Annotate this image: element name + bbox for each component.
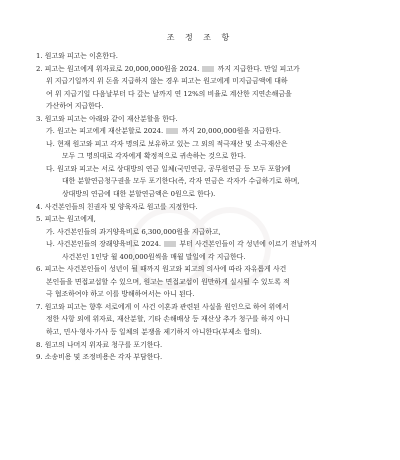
clause-text: 까지 지급한다. 만일 피고가 <box>217 64 300 73</box>
clause-text: 소송비용 및 조정비용은 각자 부담한다. <box>44 353 163 362</box>
redaction-mark <box>202 66 214 72</box>
clause-6 <box>36 263 372 301</box>
clause-text: 부터 사건본인들이 각 성년에 이르기 전날까지 <box>179 240 317 249</box>
clause-text: 피고는 원고에게, <box>44 215 96 224</box>
clause-5 <box>36 213 372 226</box>
clause-number: 1. <box>36 52 43 60</box>
clause-text: 가산하여 지급한다. <box>46 102 104 111</box>
clause-text: 원고와 피고는 아래와 같이 재산분할을 한다. <box>44 114 178 123</box>
clause-3-ga <box>36 125 372 138</box>
clause-text: 사건본인 1인당 월 400,000원씩을 매월 말일에 각 지급한다. <box>62 252 246 261</box>
clause-3 <box>36 113 372 126</box>
clause-4 <box>36 201 372 214</box>
clause-text: 원고와 피고는 서로 상대방의 연금 일체(국민연금, 공무원연금 등 모두 포함)에 <box>57 164 291 173</box>
clause-number: 6. <box>36 265 43 274</box>
clause-number: 나. <box>46 139 55 148</box>
clause-text: 위 지급기일까지 위 돈을 지급하지 않는 경우 피고는 원고에게 미지급금액에 대하 <box>46 77 288 86</box>
clause-text: 사건본인들의 장래양육비로 2024. <box>57 240 162 249</box>
clause-number: 9. <box>36 353 43 362</box>
clause-text: 정한 사항 외에 위자료, 재산분할, 기타 손해배상 등 재산상 추가 청구를 하지 아니 <box>46 315 290 324</box>
clause-number: 8. <box>36 340 43 349</box>
clause-text: 까지 20,000,000원을 지급한다. <box>181 127 281 136</box>
clause-9 <box>36 351 372 364</box>
clause-number: 5. <box>36 215 43 224</box>
clause-text: 원고의 나머지 위자료 청구를 포기한다. <box>44 340 163 349</box>
clause-text: 하고, 민사·형사·가사 등 일체의 분쟁을 제기하지 아니한다(부제소 합의). <box>46 328 262 337</box>
clause-text: 원고는 피고에게 재산분할로 2024. <box>57 127 164 136</box>
clause-text: 사건본인들의 과거양육비로 6,300,000원을 지급하고, <box>57 227 221 236</box>
clause-2 <box>36 63 372 113</box>
clause-number: 다. <box>46 164 55 173</box>
redaction-mark <box>166 128 178 134</box>
clause-text: 본인들을 면접교섭할 수 있으며, 원고는 면접교섭이 원만하게 실시될 수 있도록 적 <box>46 277 290 286</box>
clause-text: 피고는 원고에게 위자료로 20,000,000원을 2024. <box>44 64 200 73</box>
clause-5-na <box>36 238 372 263</box>
clause-number: 3. <box>36 114 43 123</box>
clause-8 <box>36 339 372 352</box>
clause-text: 현재 원고와 피고 각자 명의로 보유하고 있는 그 외의 적극재산 및 소극재산은 <box>57 139 288 148</box>
clause-text: 원고와 피고는 이혼한다. <box>44 52 118 60</box>
document-title: 조 정 조 항 <box>166 33 234 42</box>
clause-3-da <box>36 163 372 201</box>
clause-3-na <box>36 138 372 163</box>
clause-text: 원고와 피고는 향후 서로에게 이 사건 이혼과 관련된 사실을 원인으로 하여 위에서 <box>44 302 289 311</box>
clause-number: 7. <box>36 302 43 311</box>
clause-text: 극 협조하여야 하고 이를 방해하여서는 아니 된다. <box>46 290 195 299</box>
clause-text: 여 위 지급기일 다음날부터 다 갚는 날까지 연 12%의 비율로 계산한 지연손해금을 <box>46 89 292 98</box>
clause-text: 사건본인들의 친권자 및 양육자로 원고를 지정한다. <box>44 202 198 211</box>
clause-text: 피고는 사건본인들이 성년이 될 때까지 원고와 피고의 의사에 따라 자유롭게 사건 <box>44 265 287 274</box>
clause-number: 4. <box>36 202 43 211</box>
clause-text: 모두 그 명의대로 각자에게 확정적으로 귀속하는 것으로 한다. <box>62 152 246 161</box>
clause-text: 상대방의 연금에 대한 분할연금액은 0원으로 한다). <box>62 190 216 199</box>
clause-number: 가. <box>46 227 55 236</box>
clause-7 <box>36 301 372 339</box>
clause-5-ga <box>36 226 372 239</box>
clause-1 <box>36 50 372 63</box>
clause-number: 2. <box>36 64 43 73</box>
redaction-mark <box>164 241 176 247</box>
clause-number: 가. <box>46 127 55 136</box>
clause-number: 나. <box>46 240 55 249</box>
document-body <box>36 50 372 364</box>
clause-text: 대한 분할연금청구권을 모두 포기한다(즉, 각자 연금은 각자가 수급하기로 하며, <box>62 177 300 186</box>
